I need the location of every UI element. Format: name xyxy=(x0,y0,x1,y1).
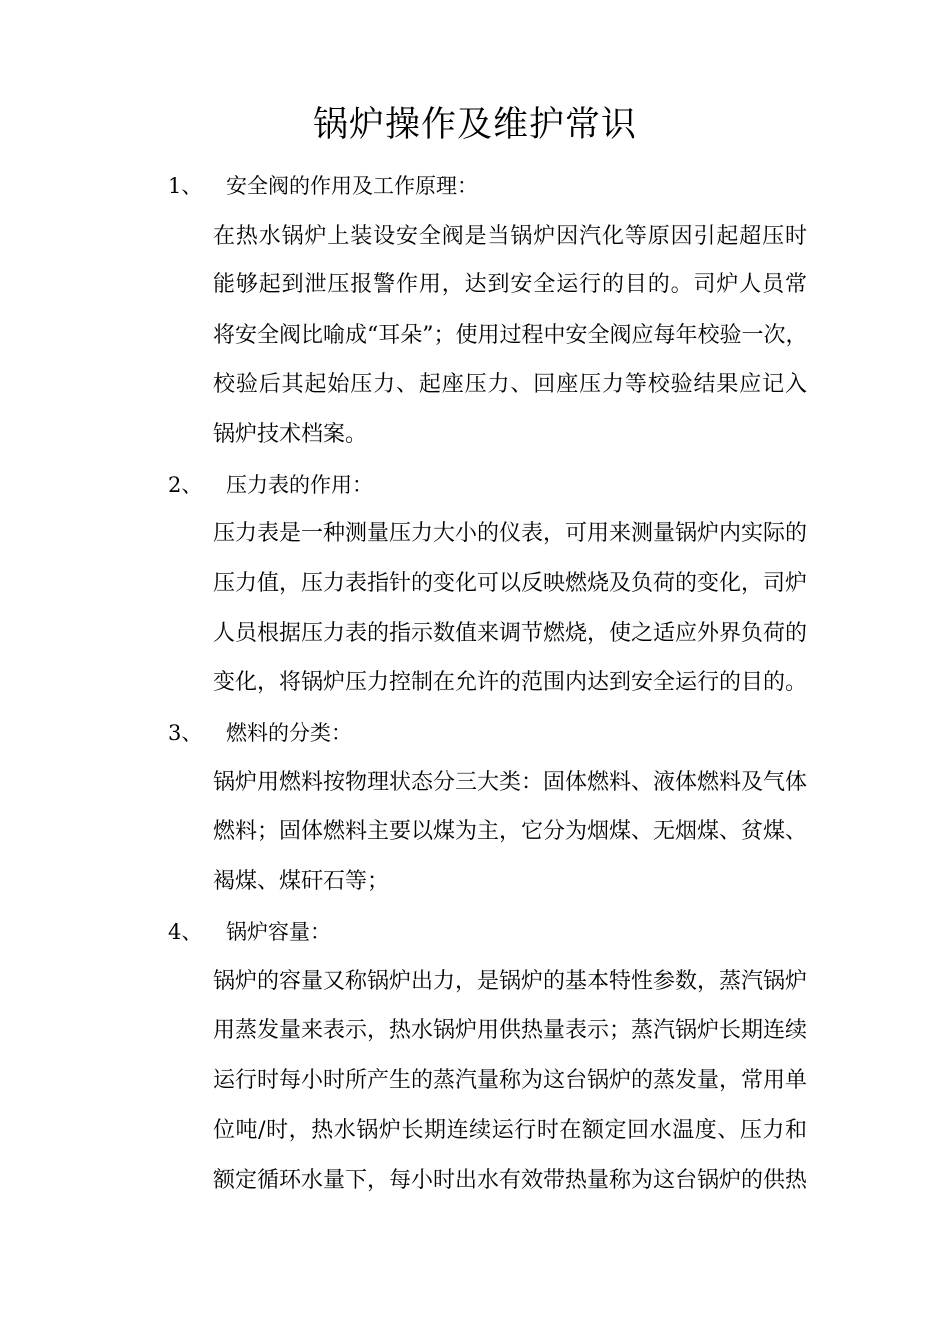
section-4-line-4: 位吨/时，热水锅炉长期连续运行时在额定回水温度、压力和 xyxy=(213,1118,807,1143)
section-2-line-3: 人员根据压力表的指示数值来调节燃烧，使之适应外界负荷的 xyxy=(213,621,807,646)
section-1-heading xyxy=(168,168,478,204)
section-2-heading xyxy=(168,467,373,503)
section-1-line-3: 将安全阀比喻成“耳朵”；使用过程中安全阀应每年校验一次， xyxy=(213,323,807,348)
section-3-title: 燃料的分类： xyxy=(226,721,352,745)
section-2-number: 2、 xyxy=(168,473,203,497)
section-1-line-2: 能够起到泄压报警作用，达到安全运行的目的。司炉人员常 xyxy=(213,272,807,297)
section-4-number: 4、 xyxy=(168,920,203,944)
section-4-line-2: 用蒸发量来表示，热水锅炉用供热量表示；蒸汽锅炉长期连续 xyxy=(213,1018,807,1043)
section-1-number: 1、 xyxy=(168,174,203,198)
section-4-line-3: 运行时每小时所产生的蒸汽量称为这台锅炉的蒸发量，常用单 xyxy=(213,1068,807,1093)
section-3-line-1: 锅炉用燃料按物理状态分三大类：固体燃料、液体燃料及气体 xyxy=(213,770,807,795)
section-1-line-5: 锅炉技术档案。 xyxy=(213,422,368,447)
section-3-line-3: 褐煤、煤矸石等； xyxy=(213,869,390,894)
section-2-line-4: 变化，将锅炉压力控制在允许的范围内达到安全运行的目的。 xyxy=(213,670,807,695)
section-3-heading xyxy=(168,715,352,751)
section-1-title: 安全阀的作用及工作原理： xyxy=(226,174,478,198)
section-2-line-1: 压力表是一种测量压力大小的仪表，可用来测量锅炉内实际的 xyxy=(213,521,807,546)
section-4-line-1: 锅炉的容量又称锅炉出力，是锅炉的基本特性参数，蒸汽锅炉 xyxy=(213,969,807,994)
section-4-line-5: 额定循环水量下，每小时出水有效带热量称为这台锅炉的供热 xyxy=(213,1168,807,1193)
section-4-heading xyxy=(168,914,331,950)
section-4-title: 锅炉容量： xyxy=(226,920,331,944)
section-3-number: 3、 xyxy=(168,721,203,745)
section-1-line-1: 在热水锅炉上装设安全阀是当锅炉因汽化等原因引起超压时 xyxy=(213,224,807,249)
section-2-line-2: 压力值，压力表指针的变化可以反映燃烧及负荷的变化，司炉 xyxy=(213,571,807,596)
section-2-title: 压力表的作用： xyxy=(226,473,373,497)
section-1-line-4: 校验后其起始压力、起座压力、回座压力等校验结果应记入 xyxy=(213,372,807,397)
document-title: 锅炉操作及维护常识 xyxy=(312,105,637,145)
section-3-line-2: 燃料；固体燃料主要以煤为主，它分为烟煤、无烟煤、贫煤、 xyxy=(213,819,807,844)
